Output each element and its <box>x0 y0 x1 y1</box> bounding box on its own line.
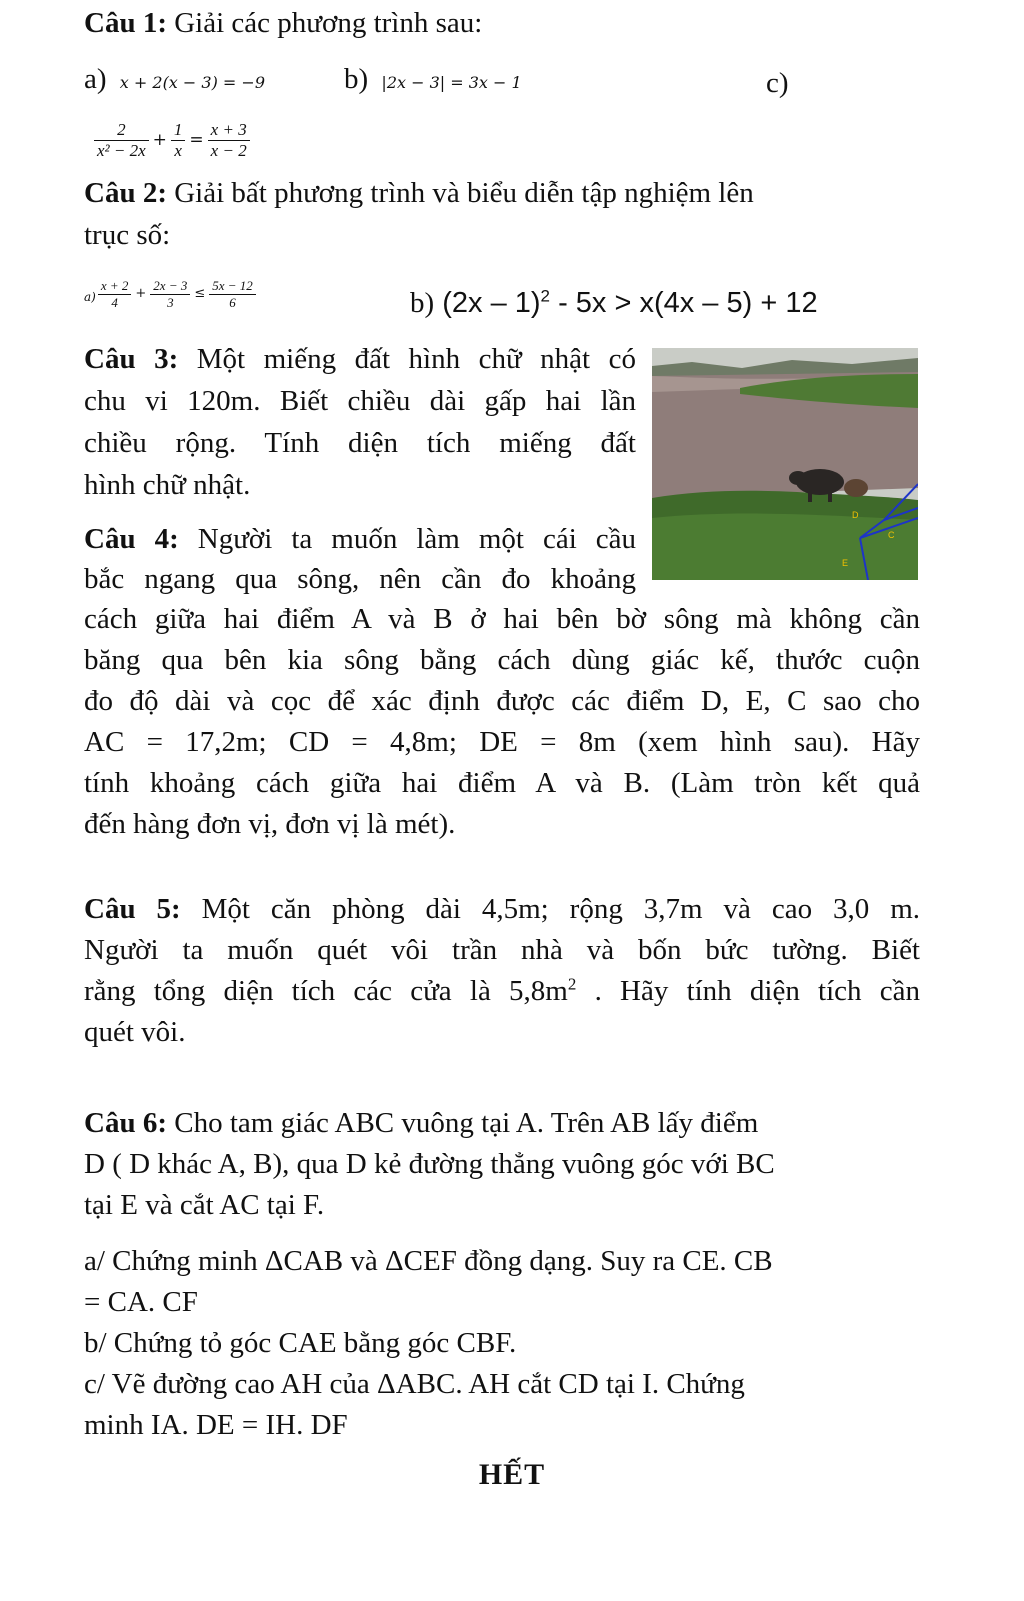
q6-line3: tại E và cắt AC tại F. <box>84 1189 325 1221</box>
q2a-frac2-num: 2x − 3 <box>150 278 190 295</box>
label-d: D <box>852 510 859 520</box>
q2a-frac2 <box>150 278 190 311</box>
q4-line2: bắc ngang qua sông, nên cần đo khoảng <box>84 563 636 595</box>
q2a-frac3 <box>209 278 256 311</box>
q1-ab-row <box>84 60 265 102</box>
q1c-frac1 <box>94 120 149 161</box>
q5-line3-post: . Hãy tính diện tích cần <box>576 975 920 1007</box>
q1c-frac3 <box>208 120 250 161</box>
q4-line8: đến hàng đơn vị, đơn vị là mét). <box>84 808 456 840</box>
q2-label: Câu 2: <box>84 177 167 209</box>
q1c-eq: = <box>189 130 204 151</box>
q6-c1: c/ Vẽ đường cao AH của ΔABC. AH cắt CD tại I. Chứng <box>84 1368 745 1400</box>
q1c-label: c) <box>766 67 789 99</box>
buffalo-leg <box>828 488 832 502</box>
q5-line3 <box>84 972 920 1010</box>
q2-line2: trục số: <box>84 219 171 251</box>
q1-text: Giải các phương trình sau: <box>166 7 483 39</box>
q2a-expr <box>84 264 258 325</box>
q6-line1-text: Cho tam giác ABC vuông tại A. Trên AB lấy điểm <box>166 1107 759 1139</box>
q5-label: Câu 5: <box>84 893 181 925</box>
q3-label: Câu 3: <box>84 343 179 375</box>
q1b-label: b) <box>344 63 369 95</box>
q2b-exp: 2 <box>540 286 551 306</box>
q2a-le: ≤ <box>194 286 206 302</box>
q3-line1-text: Một miếng đất hình chữ nhật có <box>178 343 636 375</box>
buffalo-leg <box>808 488 812 502</box>
label-e: E <box>842 558 849 568</box>
q6-a2: = CA. CF <box>84 1286 198 1318</box>
q4-line3: cách giữa hai điểm A và B ở hai bên bờ sông mà không cần <box>84 603 920 635</box>
q5-line1 <box>84 890 920 928</box>
q5-line3-exp: 2 <box>567 974 577 994</box>
q2a-frac1 <box>98 278 132 311</box>
q4-line4: băng qua bên kia sông bằng cách dùng giác kế, thước cuộn <box>84 644 920 676</box>
q1c-frac2-num: 1 <box>171 120 186 141</box>
q4-line7: tính khoảng cách giữa hai điểm A và B. (Làm tròn kết quả <box>84 767 920 799</box>
q2b-expr <box>410 284 818 322</box>
q4-line5: đo độ dài và cọc để xác định được các điểm D, E, C sao cho <box>84 685 920 717</box>
q2a-frac3-den: 6 <box>229 294 236 310</box>
q2a-frac1-den: 4 <box>111 294 118 310</box>
q5-line2: Người ta muốn quét vôi trần nhà và bốn bức tường. Biết <box>84 934 920 966</box>
q5-line4: quét vôi. <box>84 1016 186 1048</box>
label-c: C <box>888 530 895 540</box>
q1c-frac2 <box>171 120 186 161</box>
calf-body <box>844 479 868 497</box>
q4-line6: AC = 17,2m; CD = 4,8m; DE = 8m (xem hình sau). Hãy <box>84 726 920 758</box>
q4-line1-text: Người ta muốn làm một cái cầu <box>178 523 637 555</box>
q1a-label: a) <box>84 63 107 95</box>
q2b-expr-pre: (2x – 1) <box>434 287 541 319</box>
q1c-plus: + <box>152 130 167 151</box>
q1c-frac1-den: x² − 2x <box>97 140 146 160</box>
q6-line2: D ( D khác A, B), qua D kẻ đường thẳng vuông góc với BC <box>84 1148 775 1180</box>
q2a-label: a) <box>84 290 96 304</box>
q3-line3: chiều rộng. Tính diện tích miếng đất <box>84 427 636 459</box>
q3-line4: hình chữ nhật. <box>84 469 251 501</box>
q5-line3-pre: rằng tổng diện tích các cửa là 5,8m <box>84 975 568 1007</box>
q1c-expr <box>92 108 252 170</box>
q1-heading <box>84 4 482 42</box>
buffalo-head <box>789 471 807 485</box>
q1c-frac3-num: x + 3 <box>208 120 250 141</box>
q1c-frac2-den: x <box>174 140 182 160</box>
q1a-expr: x + 2(x − 3) = −9 <box>119 73 265 92</box>
q5-line1-text: Một căn phòng dài 4,5m; rộng 3,7m và cao 3,0 m. <box>180 893 920 925</box>
end-marker: HẾT <box>478 1458 546 1491</box>
q6-c2: minh IA. DE = IH. DF <box>84 1409 348 1441</box>
q1c-frac1-num: 2 <box>94 120 149 141</box>
q4-label: Câu 4: <box>84 523 179 555</box>
river-photo <box>652 348 918 580</box>
q6-label: Câu 6: <box>84 1107 167 1139</box>
q6-b1: b/ Chứng tỏ góc CAE bằng góc CBF. <box>84 1327 517 1359</box>
q6-line1 <box>84 1104 758 1142</box>
q2a-frac1-num: x + 2 <box>98 278 132 295</box>
q2a-plus: + <box>135 286 147 302</box>
q1b-row <box>344 60 522 102</box>
q2a-frac3-num: 5x − 12 <box>209 278 256 295</box>
q6-a1: a/ Chứng minh ΔCAB và ΔCEF đồng dạng. Suy ra CE. CB <box>84 1245 773 1277</box>
q3-line2: chu vi 120m. Biết chiều dài gấp hai lần <box>84 385 636 417</box>
q4-line1 <box>84 520 636 558</box>
q1c-frac3-den: x − 2 <box>210 140 247 160</box>
q1b-expr: |2x − 3| = 3x − 1 <box>381 73 522 92</box>
q3-line1 <box>84 340 636 378</box>
q2b-label: b) <box>410 287 435 319</box>
q2b-expr-post: - 5x > x(4x – 5) + 12 <box>550 287 818 319</box>
q2-heading <box>84 174 754 212</box>
q1-label: Câu 1: <box>84 7 167 39</box>
q2-line1: Giải bất phương trình và biểu diễn tập nghiệm lên <box>166 177 754 209</box>
q2a-frac2-den: 3 <box>167 294 174 310</box>
